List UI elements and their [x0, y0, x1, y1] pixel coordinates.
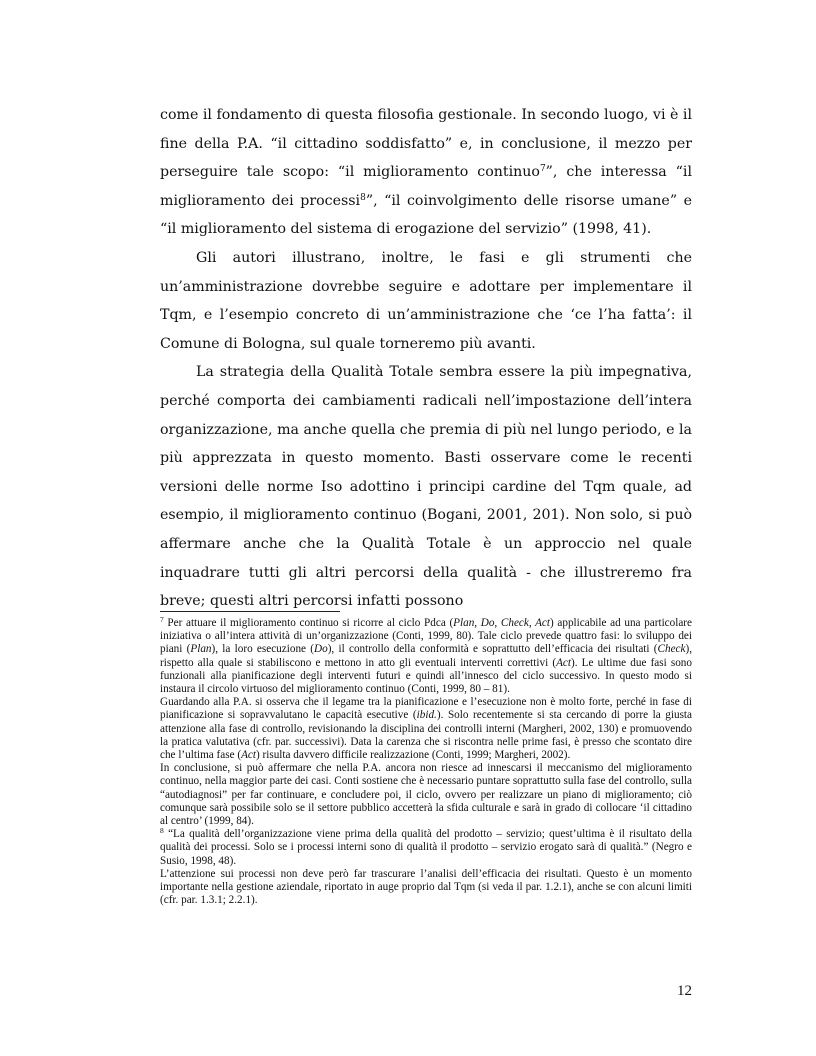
italic-text: ibid.: [416, 709, 437, 722]
footnote-separator: [160, 611, 340, 612]
footnote-7-conclusion: In conclusione, si può affermare che nella P.A. ancora non riesce ad innescarsi il meccanismo del miglioramento continuo, nella maggior parte dei casi. Conti sostiene che è necessario puntare soprattutto sulla fase del controllo, sulla “autodiagnosi” per far continuare, e concludere poi, il ciclo, ovvero per realizzare un piano di miglioramento; ciò comunque sarà possibile solo se il settore pubblico accetterà la sfida culturale e sarà in grado di collocare ‘il cittadino al centro’ (1999, 84).: [160, 762, 692, 828]
text-span: ”, che interessa “il miglioramento dei processi: [160, 164, 692, 209]
footnote-mark: 7: [160, 615, 164, 624]
footnote-8-continued: L’attenzione sui processi non deve però far trascurare l’analisi dell’efficacia dei risultati. Questo è un momento importante nella gestione aziendale, riportato in auge proprio dal Tqm (si veda il par. 1.2.1), anche se con alcuni limiti (cfr. par. 1.3.1; 2.2.1).: [160, 867, 692, 907]
footnote-mark: 8: [160, 826, 164, 836]
paragraph-1: [160, 101, 692, 244]
footnote-8: [160, 828, 692, 868]
main-text: [160, 101, 692, 616]
footnote-7-continued: [160, 696, 692, 762]
footnotes: [160, 617, 692, 907]
footnote-ref-7[interactable]: 7: [539, 164, 546, 175]
footnote-ref-8[interactable]: 8: [360, 192, 366, 203]
paragraph-2: Gli autori illustrano, inoltre, le fasi e gli strumenti che un’amministrazione dovrebbe seguire e adottare per implementare il Tqm, e l’esempio concreto di un’amministrazione che ‘ce l’ha fatta’: il Comune di Bologna, sul quale torneremo più avanti.: [160, 249, 692, 352]
paragraph-3: La strategia della Qualità Totale sembra essere la più impegnativa, perché comporta dei cambiamenti radicali nell’impostazione dell’intera organizzazione, ma anche quella che premia di più nel lungo periodo, e la più apprezzata in questo momento. Basti osservare come le recenti versioni delle norme Iso adottino i principi cardine del Tqm quale, ad esempio, il miglioramento continuo (Bogani, 2001, 201). Non solo, si può affermare anche che la Qualità Totale è un approccio nel quale inquadrare tutti gli altri percorsi della qualità - che illustreremo fra breve; questi altri percorsi infatti possono: [160, 364, 692, 610]
page-number: 12: [677, 983, 692, 999]
footnote-7: [160, 617, 692, 696]
italic-text: Plan: [190, 643, 212, 656]
italic-text: Plan, Do, Check, Act: [453, 617, 551, 629]
italic-text: Do: [314, 643, 328, 656]
text-span: ). Solo recentemente si sta cercando di porre la giusta attenzione alla fase di controllo, revisionando la disciplina dei controlli interni (Margheri, 2002, 130) e promuovendo la pratica valutativa (cfr. par. successivi). Data la carenza che si riscontra nelle prime fasi, è presso che scontato dire che l’ultima fase (: [160, 709, 693, 762]
italic-text: Act: [241, 749, 256, 762]
text-span: come il fondamento di questa filosofia gestionale. In secondo luogo, vi è il fine della P.A. “il cittadino soddisfatto” e, in conclusione, il mezzo per perseguire tale scopo: “il miglioramento continuo: [160, 107, 692, 181]
text-span: “La qualità dell’organizzazione viene prima della qualità del prodotto – servizio; quest’ultima è il risultato della qualità dei processi. Solo se i processi interni sono di qualità il prodotto – servizio erogato sarà di qualità.” (Negro e Susio, 1998, 48).: [160, 828, 692, 867]
text-span: ) applicabile ad una particolare iniziativa o all’intera attività di un’organizzazione (Conti, 1999, 80). Tale ciclo prevede quattro fasi: lo sviluppo dei piani (: [160, 617, 693, 656]
text-span: ), rispetto alla quale si stabiliscono e mettono in atto gli eventuali interventi correttivi (: [160, 643, 693, 669]
text-span: Per attuare il miglioramento continuo si ricorre al ciclo Pdca (: [163, 617, 454, 629]
text-span: Guardando alla P.A. si osserva che il legame tra la pianificazione e l’esecuzione non è molto forte, perché in fase di pianificazione si sopravvalutano le capacità esecutive (: [160, 696, 692, 722]
text-span: ). Le ultime due fasi sono funzionali alla pianificazione degli interventi futuri e quindi all’innesco del ciclo successivo. In questo modo si instaura il circolo virtuoso del miglioramento continuo (Conti, 1999, 80 – 81).: [160, 656, 692, 696]
italic-text: Check: [657, 643, 686, 656]
text-span: ), il controllo della conformità e soprattutto dell’efficacia dei risultati (: [327, 643, 658, 656]
text-span: ), la loro esecuzione (: [211, 643, 315, 656]
text-span: ) risulta davvero difficile realizzazione (Conti, 1999; Margheri, 2002).: [256, 749, 571, 762]
text-span: ”, “il coinvolgimento delle risorse umane” e “il miglioramento del sistema di erogazione del servizio” (1998, 41).: [160, 192, 692, 238]
italic-text: Act: [556, 656, 571, 669]
